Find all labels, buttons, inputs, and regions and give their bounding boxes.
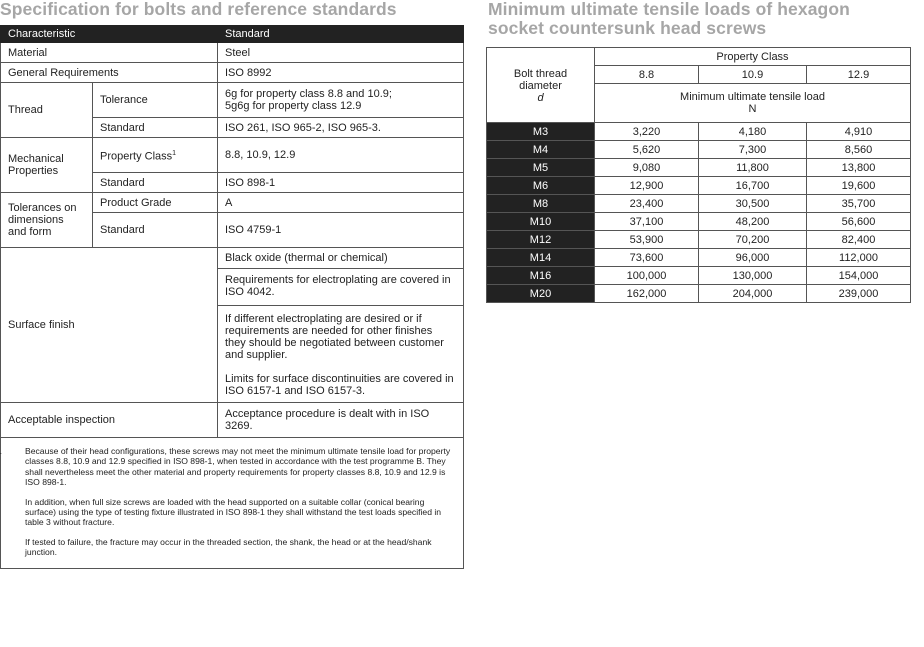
load-cell: 16,700 <box>699 177 807 195</box>
thread-tolerance-value <box>218 83 464 118</box>
load-cell: 53,900 <box>595 231 699 249</box>
thread-label: Thread <box>1 83 93 138</box>
load-cell: 35,700 <box>807 195 911 213</box>
load-cell: 82,400 <box>807 231 911 249</box>
diameter-header <box>487 48 595 123</box>
load-cell: 112,000 <box>807 249 911 267</box>
row-general <box>1 63 464 83</box>
class-10-9: 10.9 <box>699 66 807 84</box>
row-surface-finish <box>1 248 464 403</box>
mechanical-class-value: 8.8, 10.9, 12.9 <box>218 138 464 173</box>
inspection-value: Acceptance procedure is dealt with in ISO 3269. <box>218 403 464 438</box>
diameter-cell: M8 <box>487 195 595 213</box>
row-tolerances-grade <box>1 193 464 213</box>
table-row <box>487 267 911 285</box>
load-cell: 13,800 <box>807 159 911 177</box>
class-12-9: 12.9 <box>807 66 911 84</box>
load-header <box>595 84 911 123</box>
tolerances-standard-label: Standard <box>93 213 218 248</box>
loads-table-title: Minimum ultimate tensile loads of hexagon socket countersunk head screws <box>488 0 850 38</box>
mechanical-standard-value: ISO 898-1 <box>218 173 464 193</box>
material-value: Steel <box>218 43 464 63</box>
diameter-symbol: d <box>537 92 544 104</box>
loads-header-row-1 <box>487 48 911 66</box>
table-row <box>487 213 911 231</box>
class-8-8: 8.8 <box>595 66 699 84</box>
thread-tolerance-label: Tolerance <box>93 83 218 118</box>
footnote-p1 <box>11 446 453 488</box>
header-standard: Standard <box>218 26 464 43</box>
load-cell: 12,900 <box>595 177 699 195</box>
row-footnote <box>1 438 464 569</box>
row-inspection <box>1 403 464 438</box>
footnote-ref: 1 <box>172 149 177 157</box>
tolerances-standard-value: ISO 4759-1 <box>218 213 464 248</box>
table-row <box>487 285 911 303</box>
load-unit: N <box>748 103 757 115</box>
table-row <box>487 141 911 159</box>
load-cell: 4,910 <box>807 123 911 141</box>
thread-standard-label: Standard <box>93 118 218 138</box>
load-cell: 130,000 <box>699 267 807 285</box>
diameter-cell: M6 <box>487 177 595 195</box>
diameter-cell: M20 <box>487 285 595 303</box>
loads-body <box>487 123 911 303</box>
load-cell: 19,600 <box>807 177 911 195</box>
load-cell: 9,080 <box>595 159 699 177</box>
thread-standard-value: ISO 261, ISO 965-2, ISO 965-3. <box>218 118 464 138</box>
surface-value-2: Requirements for electroplating are covered in ISO 4042. <box>218 269 463 306</box>
load-cell: 7,300 <box>699 141 807 159</box>
tolerances-grade-label: Product Grade <box>93 193 218 213</box>
load-cell: 73,600 <box>595 249 699 267</box>
load-cell: 4,180 <box>699 123 807 141</box>
load-cell: 11,800 <box>699 159 807 177</box>
diameter-cell: M12 <box>487 231 595 249</box>
thread-tolerance-line-1: 6g for property class 8.8 and 10.9; <box>225 88 392 100</box>
surface-value-3: If different electroplating are desired or if requirements are needed for other finishes they should be negotiated between customer and supplier. <box>225 313 444 361</box>
load-cell: 23,400 <box>595 195 699 213</box>
load-cell: 70,200 <box>699 231 807 249</box>
spec-table <box>0 25 464 569</box>
property-class-text: Property Class <box>100 150 173 163</box>
table-row <box>487 195 911 213</box>
diameter-cell: M5 <box>487 159 595 177</box>
diameter-cell: M14 <box>487 249 595 267</box>
footnote-p3: If tested to failure, the fracture may occur in the threaded section, the shank, the head or at the head/shank junction. <box>25 536 432 558</box>
surface-label: Surface finish <box>1 248 218 403</box>
general-label: General Requirements <box>1 63 218 83</box>
load-cell: 154,000 <box>807 267 911 285</box>
load-cell: 48,200 <box>699 213 807 231</box>
general-value: ISO 8992 <box>218 63 464 83</box>
load-cell: 100,000 <box>595 267 699 285</box>
table-row <box>487 177 911 195</box>
surface-value-1: Black oxide (thermal or chemical) <box>218 248 463 269</box>
load-cell: 96,000 <box>699 249 807 267</box>
load-cell: 56,600 <box>807 213 911 231</box>
tolerances-grade-value: A <box>218 193 464 213</box>
footnote-p2: In addition, when full size screws are loaded with the head supported on a suitable collar (conical bearing surface) using the type of testing fixture illustrated in ISO 898-1 they shall withstand the test loads specified in table 3 without fracture. <box>25 496 442 528</box>
table-row <box>487 231 911 249</box>
spec-table-title: Specification for bolts and reference standards <box>0 0 397 19</box>
load-cell: 8,560 <box>807 141 911 159</box>
diameter-cell: M10 <box>487 213 595 231</box>
row-material <box>1 43 464 63</box>
mechanical-class-label <box>93 138 218 173</box>
loads-table <box>486 47 911 303</box>
surface-value-4: Limits for surface discontinuities are covered in ISO 6157-1 and ISO 6157-3. <box>225 373 454 397</box>
spec-header-row <box>1 26 464 43</box>
diameter-cell: M4 <box>487 141 595 159</box>
footnote-number <box>11 446 25 456</box>
inspection-label: Acceptable inspection <box>1 403 218 438</box>
load-cell: 30,500 <box>699 195 807 213</box>
row-mechanical-class <box>1 138 464 173</box>
load-cell: 239,000 <box>807 285 911 303</box>
surface-values <box>218 248 464 403</box>
diameter-cell: M16 <box>487 267 595 285</box>
mechanical-label: Mechanical Properties <box>1 138 93 193</box>
row-thread-tolerance <box>1 83 464 118</box>
load-cell: 3,220 <box>595 123 699 141</box>
footnote-p1-text: Because of their head configurations, these screws may not meet the minimum ultimate tensile load for property classes 8.8, 10.9 and 12.9 specified in ISO 898-1, when tested in accordance with the test programme B. They shall nevertheless meet the other material and property requirements for property classes 8.8, 10.9 and 12.9 is ISO 898-1. <box>25 446 451 488</box>
diameter-cell: M3 <box>487 123 595 141</box>
tolerances-label: Tolerances on dimensions and form <box>1 193 93 248</box>
table-row <box>487 159 911 177</box>
header-characteristic: Characteristic <box>1 26 218 43</box>
footnote <box>1 438 464 569</box>
load-cell: 5,620 <box>595 141 699 159</box>
load-label: Minimum ultimate tensile load <box>680 91 825 103</box>
load-cell: 162,000 <box>595 285 699 303</box>
load-cell: 37,100 <box>595 213 699 231</box>
table-row <box>487 123 911 141</box>
property-class-header: Property Class <box>595 48 911 66</box>
table-row <box>487 249 911 267</box>
thread-tolerance-line-2: 5g6g for property class 12.9 <box>225 100 362 112</box>
diameter-label: Bolt thread diameter <box>513 68 568 92</box>
load-cell: 204,000 <box>699 285 807 303</box>
material-label: Material <box>1 43 218 63</box>
mechanical-standard-label: Standard <box>93 173 218 193</box>
